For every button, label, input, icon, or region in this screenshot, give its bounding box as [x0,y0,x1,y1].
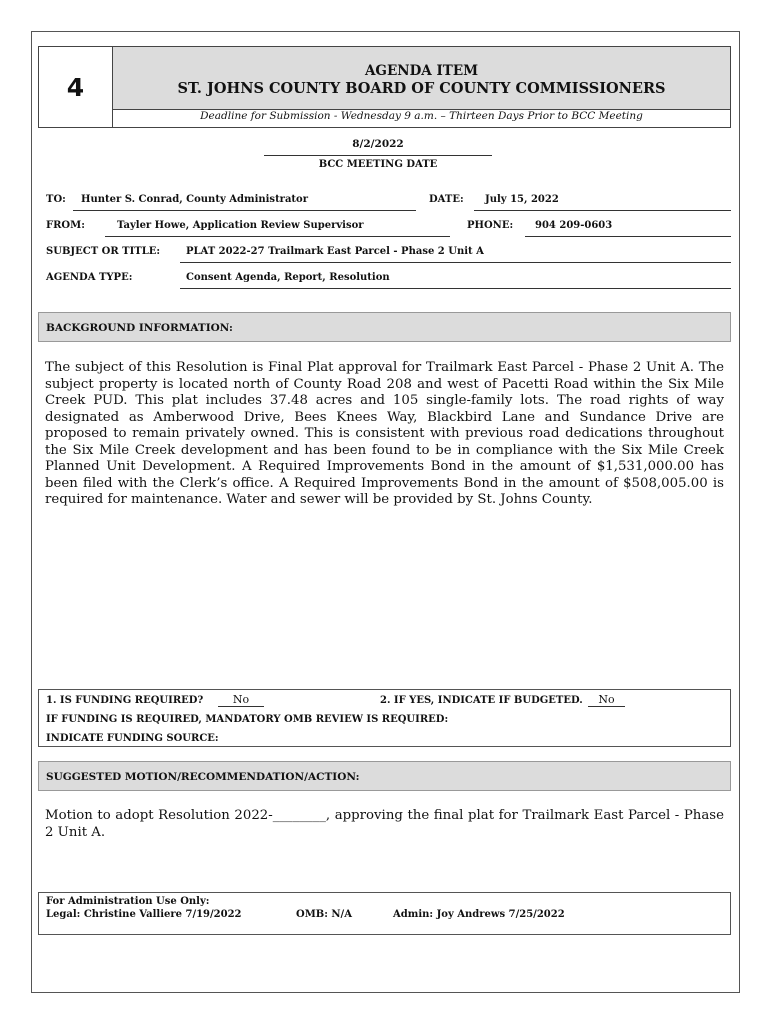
date-underline [474,210,731,211]
page-border [31,31,740,993]
agenda-item-number: 4 [39,47,113,127]
motion-text: Motion to adopt Resolution 2022-________, approving the final plat for Trailmark East Parcel - Phase 2 Unit A. [45,808,724,840]
admin-approval: Admin: Joy Andrews 7/25/2022 [393,909,565,920]
header-title-block [113,47,730,110]
subject-label: SUBJECT OR TITLE: [46,246,161,257]
meeting-date-value: 8/2/2022 [352,138,404,150]
background-text: The subject of this Resolution is Final Plat approval for Trailmark East Parcel - Phase 2 Unit A. The subject property is located north of County Road 208 and west of Pacetti Road within the Six Mile Creek PUD. This plat includes 37.48 acres and 105 single-family lots. The road rights of way designated as Amberwood Drive, Bees Knees Way, Blackbird Lane and Sundance Drive are proposed to remain privately owned. This is consistent with previous road dedications throughout the Six Mile Creek development and has been found to be in compliance with the Six Mile Creek Planned Unit Development. A Required Improvements Bond in the amount of $1,531,000.00 has been filed with the Clerk’s office. A Required Improvements Bond in the amount of $508,005.00 is required for maintenance. Water and sewer will be provided by St. Johns County. [45,360,724,507]
phone-underline [525,236,731,237]
agenda-type-label: AGENDA TYPE: [46,272,133,283]
date-value: July 15, 2022 [485,194,559,205]
funding-budgeted-label: 2. IF YES, INDICATE IF BUDGETED. [380,695,583,706]
from-value: Tayler Howe, Application Review Supervisor [117,220,364,231]
meeting-date-underline [264,155,492,156]
omb-review-note: IF FUNDING IS REQUIRED, MANDATORY OMB REVIEW IS REQUIRED: [46,714,449,725]
funding-source-label: INDICATE FUNDING SOURCE: [46,733,219,744]
date-label: DATE: [429,194,464,205]
funding-required-value: No [218,693,264,707]
from-underline [105,236,450,237]
to-value: Hunter S. Conrad, County Administrator [81,194,308,205]
from-label: FROM: [46,220,85,231]
header-title-line2: ST. JOHNS COUNTY BOARD OF COUNTY COMMISSIONERS [177,80,666,97]
admin-omb: OMB: N/A [296,909,352,920]
background-heading: BACKGROUND INFORMATION: [38,312,731,342]
to-underline [73,210,416,211]
to-label: TO: [46,194,66,205]
phone-value: 904 209-0603 [535,220,613,231]
header-title-line1: AGENDA ITEM [364,63,479,79]
admin-legal: Legal: Christine Valliere 7/19/2022 [46,909,242,920]
admin-heading: For Administration Use Only: [46,896,210,907]
agenda-header [38,46,731,128]
meeting-date-label: BCC MEETING DATE [318,159,438,170]
phone-label: PHONE: [467,220,514,231]
subject-value: PLAT 2022-27 Trailmark East Parcel - Phase 2 Unit A [186,246,484,257]
submission-deadline: Deadline for Submission - Wednesday 9 a.m. – Thirteen Days Prior to BCC Meeting [200,110,643,122]
agenda-type-value: Consent Agenda, Report, Resolution [186,272,390,283]
motion-heading: SUGGESTED MOTION/RECOMMENDATION/ACTION: [38,761,731,791]
subject-underline [180,262,731,263]
agenda-type-underline [180,288,731,289]
funding-required-label: 1. IS FUNDING REQUIRED? [46,695,204,706]
funding-budgeted-value: No [588,693,625,707]
